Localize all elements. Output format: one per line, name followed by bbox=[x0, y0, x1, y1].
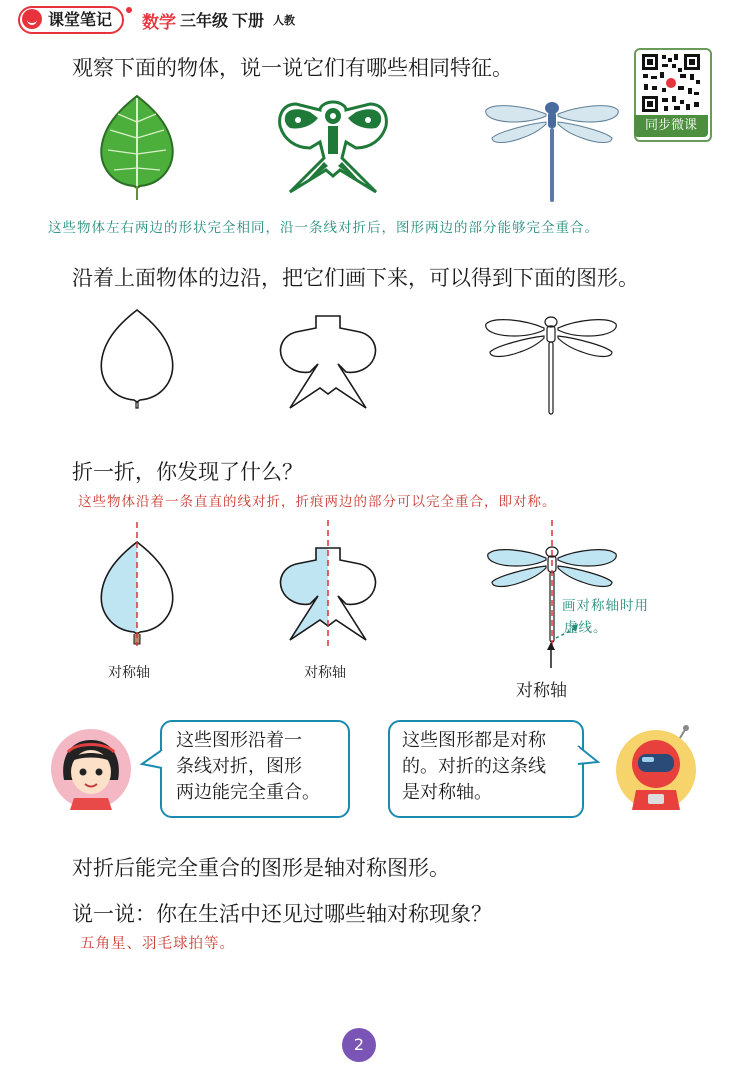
brand-dot-decoration bbox=[126, 7, 132, 13]
robot-bubble-line-3: 是对称轴。 bbox=[402, 782, 492, 803]
kite-outline bbox=[276, 312, 380, 416]
axis-label-dragonfly: 对称轴 bbox=[516, 681, 567, 701]
girl-bubble-line-3: 两边能完全重合。 bbox=[176, 782, 320, 803]
dragonfly-outline bbox=[482, 312, 620, 416]
girl-bubble-line-2: 条线对折，图形 bbox=[176, 756, 302, 777]
discussion-prompt: 说一说：你在生活中还见过哪些轴对称现象？ bbox=[72, 902, 492, 926]
trace-prompt: 沿着上面物体的边沿，把它们画下来，可以得到下面的图形。 bbox=[72, 266, 639, 290]
swallow-kite-picture bbox=[276, 96, 390, 198]
girl-bubble-tail bbox=[140, 748, 164, 772]
symmetry-note: 这些物体沿着一条直直的线对折，折痕两边的部分可以完全重合，即对称。 bbox=[78, 494, 557, 510]
leaf-outline bbox=[96, 306, 178, 410]
page-number-badge: 2 bbox=[342, 1028, 376, 1062]
leaf-picture bbox=[96, 92, 178, 202]
smile-logo-icon bbox=[22, 9, 42, 29]
girl-speech-bubble bbox=[160, 720, 350, 818]
qr-caption: 同步微课 bbox=[634, 115, 708, 137]
kite-folded-figure bbox=[276, 518, 380, 648]
robot-bubble-line-2: 的。对折的这条线 bbox=[402, 756, 546, 777]
robot-bubble-line-1: 这些图形都是对称 bbox=[402, 730, 546, 751]
dashed-line-note-2: 虚线。 bbox=[564, 620, 608, 636]
grade-label: 三年级 bbox=[180, 11, 229, 30]
fold-prompt: 折一折，你发现了什么？ bbox=[72, 460, 303, 484]
subject-label: 数学 bbox=[142, 13, 176, 33]
dragonfly-picture bbox=[482, 96, 622, 206]
dashed-line-note-1: 画对称轴时用 bbox=[562, 598, 649, 614]
axis-label-kite: 对称轴 bbox=[304, 665, 346, 681]
robot-bubble-tail bbox=[576, 744, 600, 768]
observe-prompt: 观察下面的物体，说一说它们有哪些相同特征。 bbox=[72, 56, 513, 80]
axis-label-leaf: 对称轴 bbox=[108, 665, 150, 681]
publisher-label: 人教 bbox=[273, 14, 295, 27]
girl-bubble-line-1: 这些图形沿着一 bbox=[176, 730, 302, 751]
robot-speech-bubble bbox=[388, 720, 584, 818]
axis-arrow-icon bbox=[546, 640, 556, 670]
conclusion-text: 对折后能完全重合的图形是轴对称图形。 bbox=[72, 856, 450, 880]
qr-code-icon[interactable] bbox=[640, 52, 702, 114]
girl-avatar bbox=[50, 728, 132, 810]
leaf-folded-figure bbox=[96, 520, 178, 648]
discussion-answer: 五角星、羽毛球拍等。 bbox=[80, 936, 235, 952]
brand-text: 课堂笔记 bbox=[48, 10, 113, 29]
term-label: 下册 bbox=[232, 11, 265, 30]
robot-avatar bbox=[614, 724, 698, 812]
observation-note: 这些物体左右两边的形状完全相同，沿一条线对折后，图形两边的部分能够完全重合。 bbox=[48, 220, 599, 236]
